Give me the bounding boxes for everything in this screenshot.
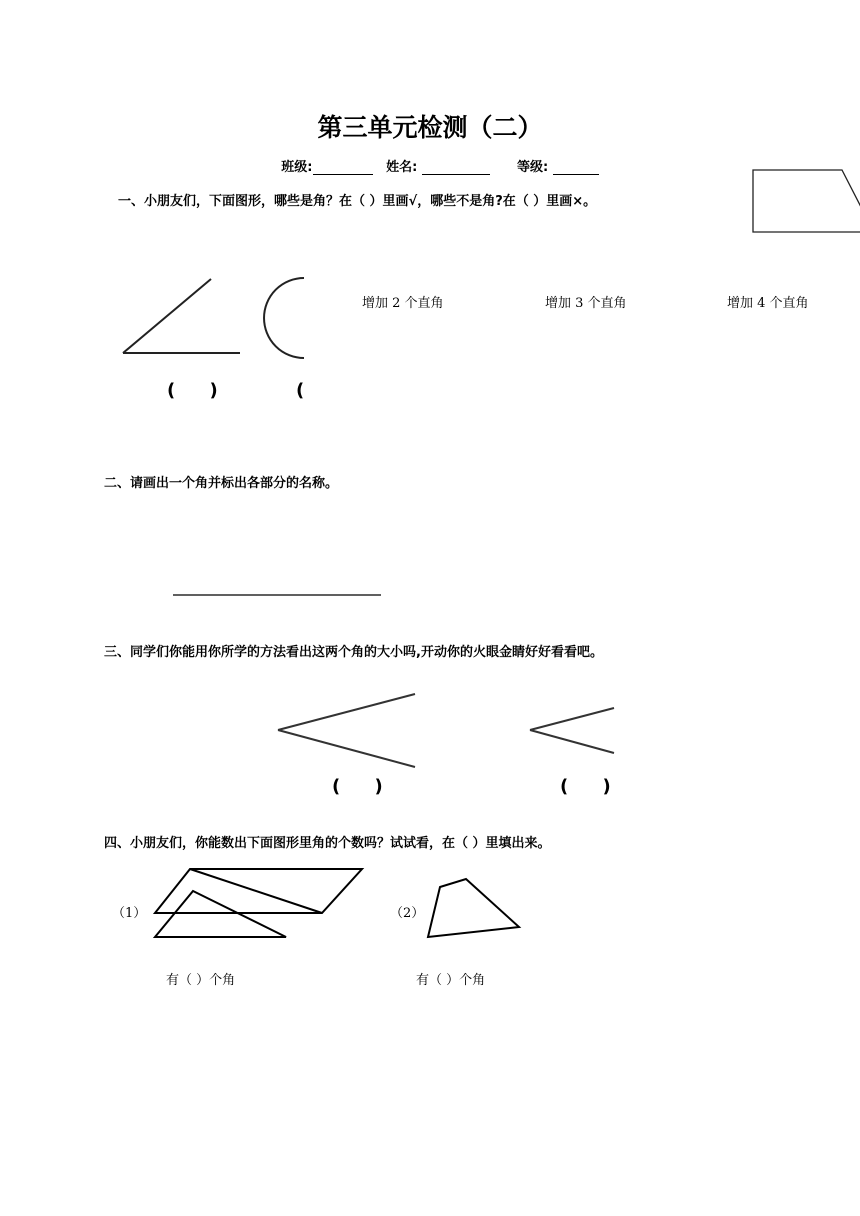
grade-label: 等级: [516,160,549,175]
add-2-right-angles-label: 增加 2 个直角 [362,296,444,311]
figure-1-label: （1） [112,906,147,921]
q3-angle-2 [530,708,614,753]
q1-arc-figure [264,278,304,358]
trapezoid-shape [753,170,860,232]
q3-answer-paren-2[interactable]: ( ) [560,776,625,797]
figure-2-label: （2） [390,906,425,921]
q3-answer-paren-1[interactable]: ( ) [332,776,397,797]
question-1-text: 一、小朋友们，下面图形，哪些是角？在（ ）里画√，哪些不是角?在（ ）里画×。 [118,194,597,209]
name-label: 姓名: [386,160,418,175]
question-3-text: 三、同学们你能用你所学的方法看出这两个角的大小吗,开动你的火眼金睛好好看看吧。 [104,645,603,660]
page-title: 第三单元检测（二） [317,113,543,142]
q4-figure-1 [155,869,362,937]
class-label: 班级: [281,160,313,175]
figure-1-answer[interactable]: 有（ ）个角 [166,973,236,988]
question-2-text: 二、请画出一个角并标出各部分的名称。 [104,476,339,491]
q1-angle-figure [123,279,240,353]
add-4-right-angles-label: 增加 4 个直角 [727,296,809,311]
q3-angle-1 [278,694,415,767]
question-4-text: 四、小朋友们，你能数出下面图形里角的个数吗？试试看，在（ ）里填出来。 [104,836,551,851]
add-3-right-angles-label: 增加 3 个直角 [545,296,627,311]
q4-figure-2 [428,879,519,937]
q1-answer-paren-2[interactable]: ( [296,380,319,401]
q1-answer-paren-1[interactable]: ( ) [167,380,232,401]
figure-2-answer[interactable]: 有（ ）个角 [416,973,486,988]
